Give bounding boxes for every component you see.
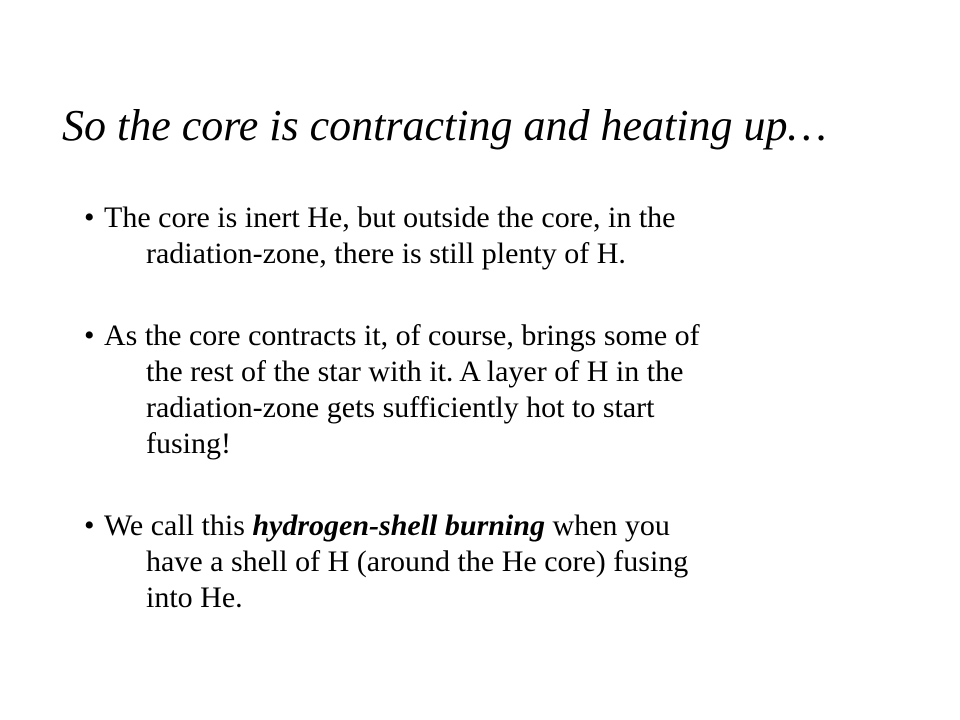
slide-title: So the core is contracting and heating up…: [62, 101, 827, 150]
bullet-item: [84, 200, 864, 272]
bullet-line: [84, 318, 864, 354]
bullet-line: [84, 200, 864, 236]
bullet-line: radiation-zone, there is still plenty of H.: [146, 237, 626, 270]
bullet-item: [84, 318, 864, 462]
bullet-line: fusing!: [146, 427, 231, 460]
bullet-line: into He.: [146, 581, 243, 614]
bullet-text: We call this: [104, 509, 253, 542]
bullet-text: As the core contracts it, of course, brings some of: [104, 319, 700, 352]
bullet-line: radiation-zone gets sufficiently hot to start: [146, 391, 655, 424]
bullet-line: the rest of the star with it. A layer of H in the: [146, 355, 684, 388]
bullet-text: The core is inert He, but outside the core, in the: [104, 201, 676, 234]
bullet-dot: •: [84, 201, 95, 234]
bullet-list: [84, 200, 864, 616]
bullet-item: [84, 508, 864, 616]
bullet-line: [84, 508, 864, 544]
emphasized-term: hydrogen-shell burning: [252, 509, 545, 542]
bullet-dot: •: [84, 319, 95, 352]
bullet-text: when you: [544, 509, 670, 542]
bullet-line: have a shell of H (around the He core) fusing: [146, 545, 689, 578]
bullet-dot: •: [84, 509, 95, 542]
